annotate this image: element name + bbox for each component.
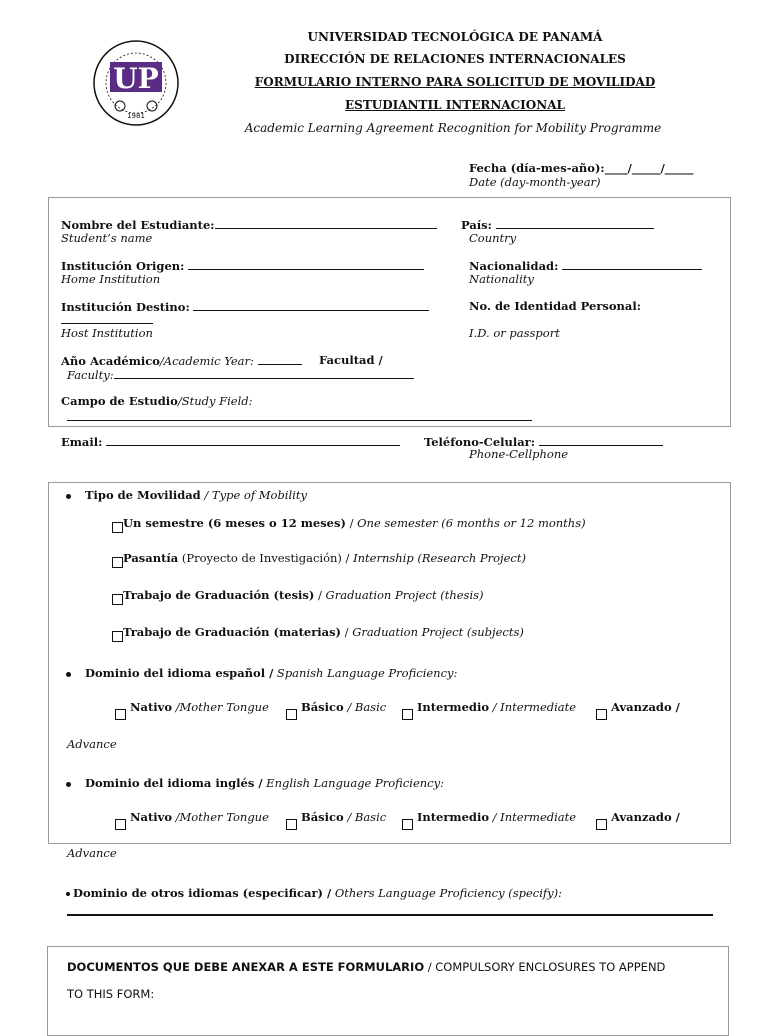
- id-field[interactable]: No. de Identidad Personal:: [469, 299, 641, 313]
- email-field[interactable]: Email:: [61, 434, 400, 449]
- mobility-option-semester[interactable]: Un semestre (6 meses o 12 meses) / One semester (6 months or 12 months): [112, 516, 586, 533]
- documents-title-cont: TO THIS FORM:: [67, 987, 155, 1001]
- english-native[interactable]: Nativo /Mother Tongue: [115, 810, 269, 830]
- phone-sub: Phone-Cellphone: [469, 447, 569, 461]
- nationality-sub: Nationality: [469, 272, 534, 286]
- checkbox[interactable]: [112, 522, 123, 533]
- date-sub: Date (day-month-year): [469, 175, 601, 189]
- header-subtitle: Academic Learning Agreement Recognition for Mobility Programme: [244, 121, 662, 135]
- other-languages-title: Dominio de otros idiomas (especificar) / Others Language Proficiency (specify):: [66, 886, 562, 900]
- id-sub: I.D. or passport: [469, 326, 560, 340]
- nationality-field[interactable]: Nacionalidad:: [469, 258, 702, 273]
- english-intermediate[interactable]: Intermedio / Intermediate: [402, 810, 576, 830]
- home-institution-field[interactable]: Institución Origen:: [61, 258, 424, 273]
- host-institution-field[interactable]: Institución Destino:: [61, 299, 429, 314]
- logo-year: 1981: [127, 112, 145, 120]
- logo-letters: UP: [113, 62, 159, 95]
- checkbox[interactable]: [402, 819, 413, 830]
- spanish-advanced-wrap: Advance: [67, 737, 117, 751]
- student-name-field[interactable]: Nombre del Estudiante:: [61, 217, 437, 232]
- header-line1: UNIVERSIDAD TECNOLÓGICA DE PANAMÁ: [307, 30, 603, 44]
- study-field-label: Campo de Estudio/Study Field:: [61, 394, 253, 408]
- faculty-field[interactable]: Faculty:: [67, 367, 414, 382]
- spanish-native[interactable]: Nativo /Mother Tongue: [115, 700, 269, 720]
- checkbox[interactable]: [596, 709, 607, 720]
- header-line4: ESTUDIANTIL INTERNACIONAL: [345, 98, 565, 112]
- mobility-option-thesis[interactable]: Trabajo de Graduación (tesis) / Graduation Project (thesis): [112, 588, 484, 605]
- checkbox[interactable]: [596, 819, 607, 830]
- spanish-basic[interactable]: Básico / Basic: [286, 700, 386, 720]
- mobility-title: Tipo de Movilidad / Type of Mobility: [66, 488, 307, 502]
- english-basic[interactable]: Básico / Basic: [286, 810, 386, 830]
- checkbox[interactable]: [112, 557, 123, 568]
- faculty-label: Facultad /: [319, 353, 383, 367]
- spanish-advanced[interactable]: Avanzado /: [596, 700, 680, 720]
- student-name-sub: Student’s name: [61, 231, 153, 245]
- checkbox[interactable]: [115, 709, 126, 720]
- english-advanced[interactable]: Avanzado /: [596, 810, 680, 830]
- mobility-option-subjects[interactable]: Trabajo de Graduación (materias) / Graduation Project (subjects): [112, 625, 524, 642]
- documents-title: DOCUMENTOS QUE DEBE ANEXAR A ESTE FORMULARIO / COMPULSORY ENCLOSURES TO APPEND: [67, 960, 666, 974]
- checkbox[interactable]: [286, 819, 297, 830]
- date-label[interactable]: Fecha (día-mes-año):____/_____/_____: [469, 161, 694, 175]
- phone-field[interactable]: Teléfono-Celular:: [424, 434, 663, 449]
- home-institution-sub: Home Institution: [61, 272, 161, 286]
- header-line3: FORMULARIO INTERNO PARA SOLICITUD DE MOVILIDAD: [254, 75, 656, 89]
- university-logo: [88, 38, 184, 128]
- english-title: Dominio del idioma inglés / English Language Proficiency:: [66, 776, 444, 790]
- spanish-intermediate[interactable]: Intermedio / Intermediate: [402, 700, 576, 720]
- checkbox[interactable]: [402, 709, 413, 720]
- checkbox[interactable]: [112, 594, 123, 605]
- host-institution-sub: Host Institution: [61, 326, 153, 340]
- spanish-title: Dominio del idioma español / Spanish Language Proficiency:: [66, 666, 457, 680]
- other-languages-line[interactable]: [67, 914, 713, 916]
- country-field[interactable]: País:: [461, 217, 654, 232]
- checkbox[interactable]: [286, 709, 297, 720]
- academic-year-field[interactable]: Año Académico/Academic Year:: [61, 353, 302, 368]
- mobility-option-internship[interactable]: Pasantía (Proyecto de Investigación) / Internship (Research Project): [112, 551, 526, 568]
- english-advanced-wrap: Advance: [67, 846, 117, 860]
- country-sub: Country: [469, 231, 517, 245]
- checkbox[interactable]: [112, 631, 123, 642]
- header-line2: DIRECCIÓN DE RELACIONES INTERNACIONALES: [284, 52, 626, 66]
- study-field-line[interactable]: [67, 410, 532, 421]
- checkbox[interactable]: [115, 819, 126, 830]
